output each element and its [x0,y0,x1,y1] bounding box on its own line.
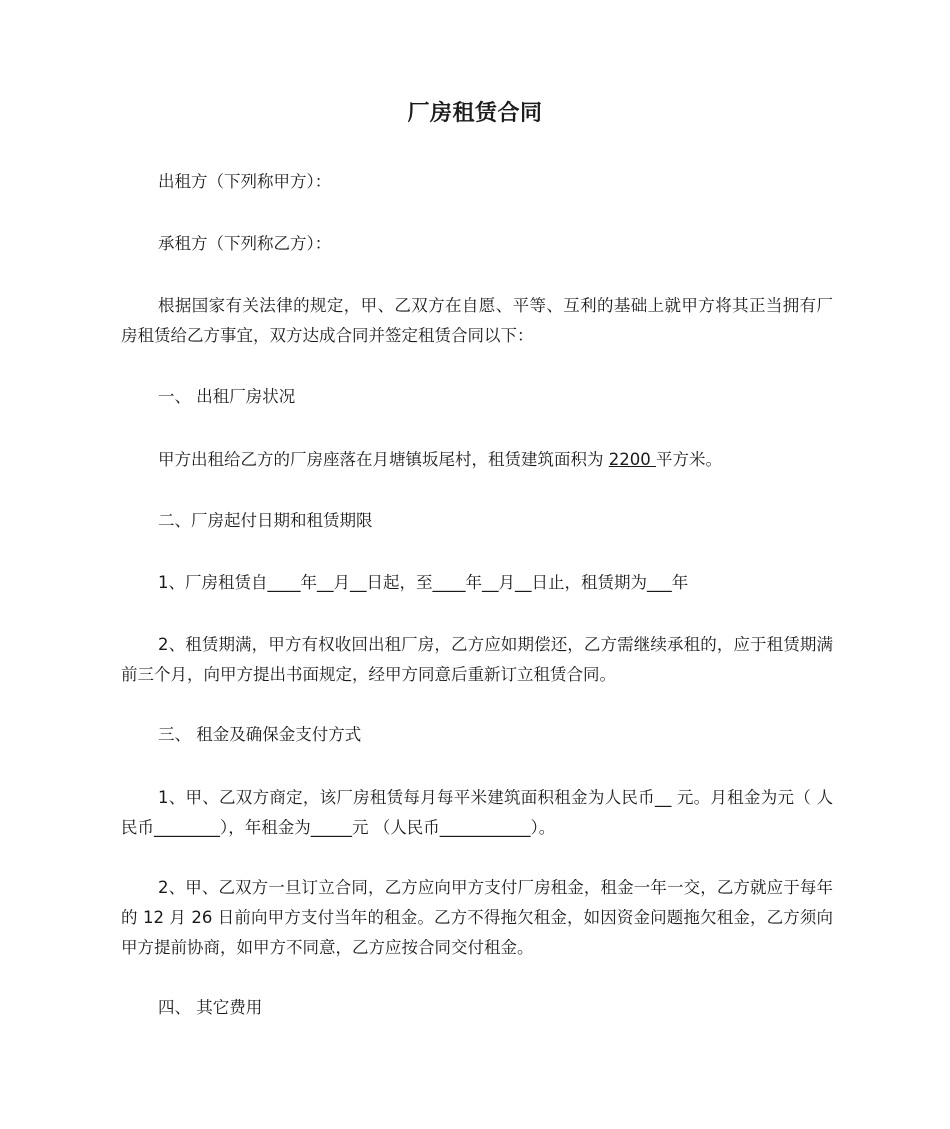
section3-heading: 三、 租金及确保金支付方式 [158,725,362,744]
preamble-paragraph: 根据国家有关法律的规定，甲、乙双方在自愿、平等、互利的基础上就甲方将其正当拥有厂房租赁给乙方事宜，双方达成合同并签定租赁合同以下： [121,296,833,345]
section2-item2: 2、租赁期满，甲方有权收回出租厂房，乙方应如期偿还，乙方需继续承租的，应于租赁期满前三个月，向甲方提出书面规定，经甲方同意后重新订立租赁合同。 [121,635,833,684]
section1-text-before: 甲方出租给乙方的厂房座落在月塘镇坂尾村，租赁建筑面积为 [158,450,609,469]
section1-paragraph [121,445,833,475]
lessor-line: 出租方（下列称甲方）： [158,172,332,191]
section4-heading: 四、 其它费用 [158,998,263,1017]
lessee-line: 承租方（下列称乙方）： [158,234,332,253]
section3-item2: 2、甲、乙双方一旦订立合同，乙方应向甲方支付厂房租金，租金一年一交，乙方就应于每年的 12 月 26 日前向甲方支付当年的租金。乙方不得拖欠租金，如因资金问题拖欠租金，乙方须向甲方提前协商，如甲方不同意，乙方应按合同交付租金。 [121,878,833,957]
section1-heading: 一、 出租厂房状况 [158,387,296,406]
section3-item1: 1、甲、乙双方商定，该厂房租赁每月每平米建筑面积租金为人民币__ 元。月租金为元（ 人民币________），年租金为_____元 （人民币___________）。 [121,788,833,837]
section1-text-after: 平方米。 [656,450,722,469]
section2-heading: 二、厂房起付日期和租赁期限 [158,511,373,530]
section2-item1: 1、厂房租赁自____年__月__日起，至____年__月__日止，租赁期为___年 [158,573,689,592]
section1-area-value: 2200 [608,450,656,469]
document-title: 厂房租赁合同 [407,101,543,126]
